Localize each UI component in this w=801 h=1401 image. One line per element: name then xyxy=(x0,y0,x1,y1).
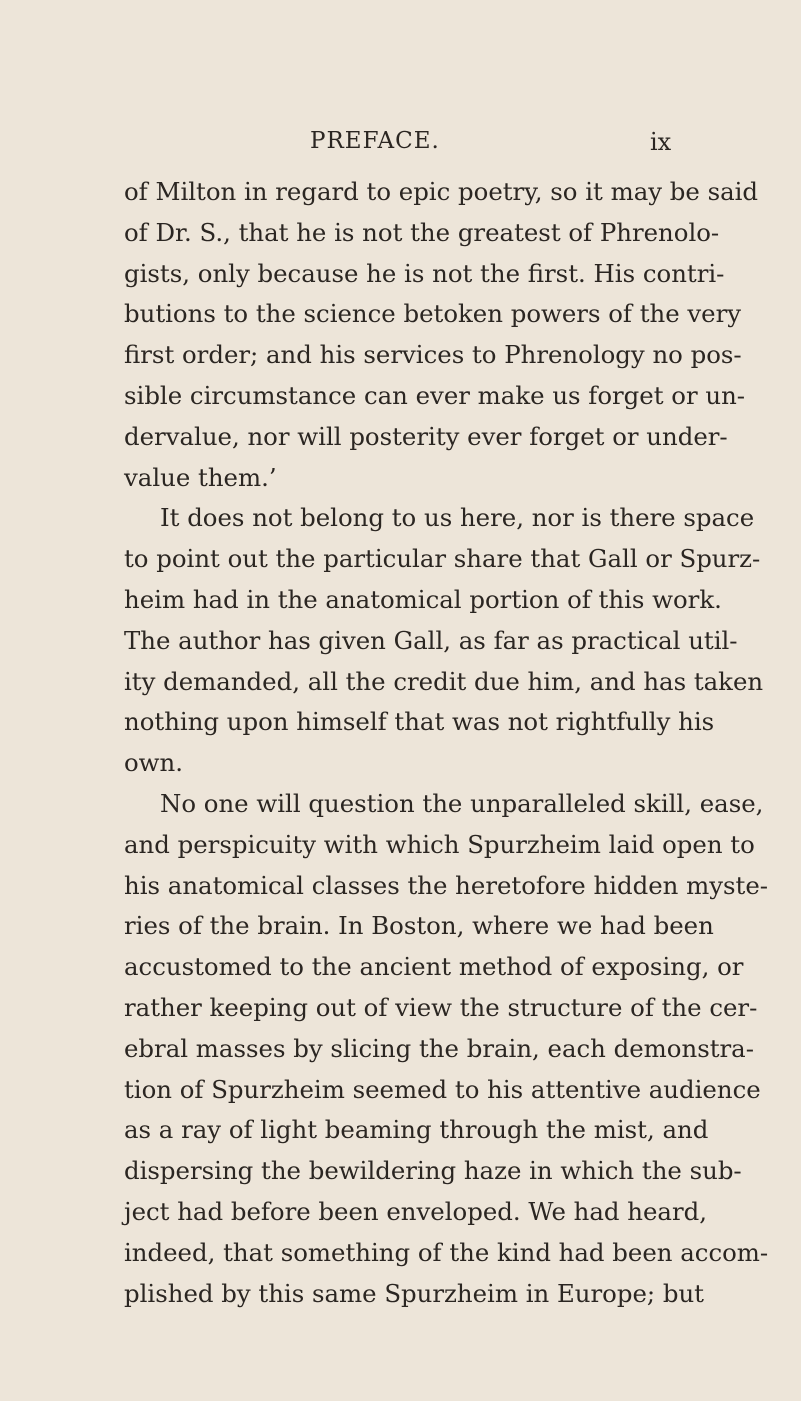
text-line: of Milton in regard to epic poetry, so it may be said xyxy=(124,177,759,206)
text-line: first order; and his services to Phrenology no pos- xyxy=(124,340,742,370)
text-line: ebral masses by slicing the brain, each demonstra- xyxy=(124,1033,754,1063)
text-line: as a ray of light beaming through the mist, and xyxy=(124,1115,709,1145)
text-line: sible circumstance can ever make us forget or un- xyxy=(124,380,746,410)
text-line: dispersing the bewildering haze in which the sub- xyxy=(124,1156,742,1186)
text-line: his anatomical classes the heretofore hidden myste- xyxy=(124,870,768,900)
text-line: tion of Spurzheim seemed to his attentive audience xyxy=(124,1074,761,1104)
body-text xyxy=(124,172,769,1314)
paragraph-start-line: No one will question the unparalleled skill, ease, xyxy=(160,788,764,818)
text-line: and perspicuity with which Spurzheim laid open to xyxy=(124,829,755,859)
text-line: ject had before been enveloped. We had heard, xyxy=(124,1196,707,1226)
text-line: The author has given Gall, as far as practical util- xyxy=(124,625,738,655)
paragraph-end-line: value them.’ xyxy=(124,462,277,492)
text-line: nothing upon himself that was not rightfully his xyxy=(124,707,715,737)
text-line: indeed, that something of the kind had been accom- xyxy=(124,1237,769,1267)
text-line: butions to the science betoken powers of the very xyxy=(124,299,742,329)
text-line: gists, only because he is not the first. His contri- xyxy=(124,258,725,288)
text-line: of Dr. S., that he is not the greatest of Phrenolo- xyxy=(124,217,720,247)
text-line: accustomed to the ancient method of exposing, or xyxy=(124,952,744,982)
paragraph-start-line: It does not belong to us here, nor is there space xyxy=(160,503,755,533)
text-line: dervalue, nor will posterity ever forget or under- xyxy=(124,421,728,451)
text-line: heim had in the anatomical portion of this work. xyxy=(124,584,722,614)
text-line: ries of the brain. In Boston, where we had been xyxy=(124,911,714,941)
page-number: ix xyxy=(650,128,672,156)
running-title: PREFACE. xyxy=(310,128,440,154)
running-head xyxy=(0,128,801,168)
text-line: ity demanded, all the credit due him, and has taken xyxy=(124,666,764,696)
paragraph-end-line: own. xyxy=(124,748,184,778)
text-line: to point out the particular share that Gall or Spurz- xyxy=(124,544,761,574)
text-line: rather keeping out of view the structure of the cer- xyxy=(124,992,758,1022)
text-line: plished by this same Spurzheim in Europe; but xyxy=(124,1278,704,1308)
